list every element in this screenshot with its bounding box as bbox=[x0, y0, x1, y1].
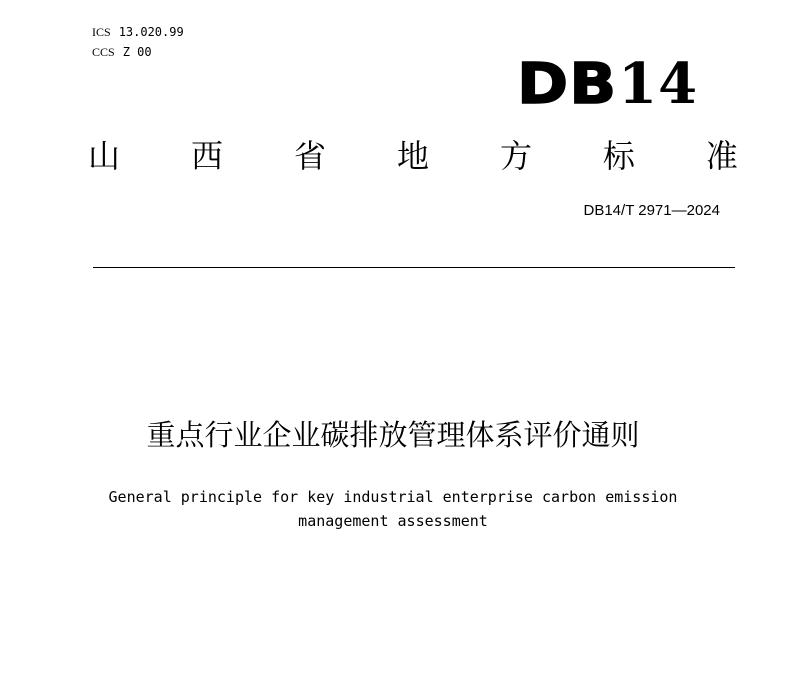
ccs-value: Z 00 bbox=[122, 45, 152, 59]
type-char: 山 bbox=[88, 137, 121, 175]
standard-logo bbox=[517, 52, 698, 117]
ics-label: ICS bbox=[92, 25, 111, 39]
standard-number: DB14/T 2971—2024 bbox=[583, 202, 720, 219]
standard-type-title bbox=[88, 132, 738, 180]
ics-row bbox=[92, 22, 184, 42]
title-en-line-1: General principle for key industrial enterprise carbon emission bbox=[108, 488, 678, 506]
ics-value: 13.020.99 bbox=[118, 25, 184, 39]
type-char: 标 bbox=[602, 137, 635, 175]
ccs-row bbox=[92, 42, 184, 62]
logo-prefix: DB bbox=[517, 52, 618, 117]
type-char: 西 bbox=[190, 137, 223, 175]
ccs-label: CCS bbox=[92, 45, 115, 59]
logo-number: 14 bbox=[618, 51, 699, 117]
type-char: 省 bbox=[293, 137, 326, 175]
classification-block bbox=[92, 22, 184, 62]
type-char: 方 bbox=[499, 137, 532, 175]
type-char: 准 bbox=[705, 137, 738, 175]
document-title-cn: 重点行业企业碳排放管理体系评价通则 bbox=[146, 418, 640, 452]
document-title-en bbox=[0, 485, 786, 533]
type-char: 地 bbox=[396, 137, 429, 175]
header-divider bbox=[93, 267, 735, 268]
title-en-line-2: management assessment bbox=[298, 512, 488, 530]
